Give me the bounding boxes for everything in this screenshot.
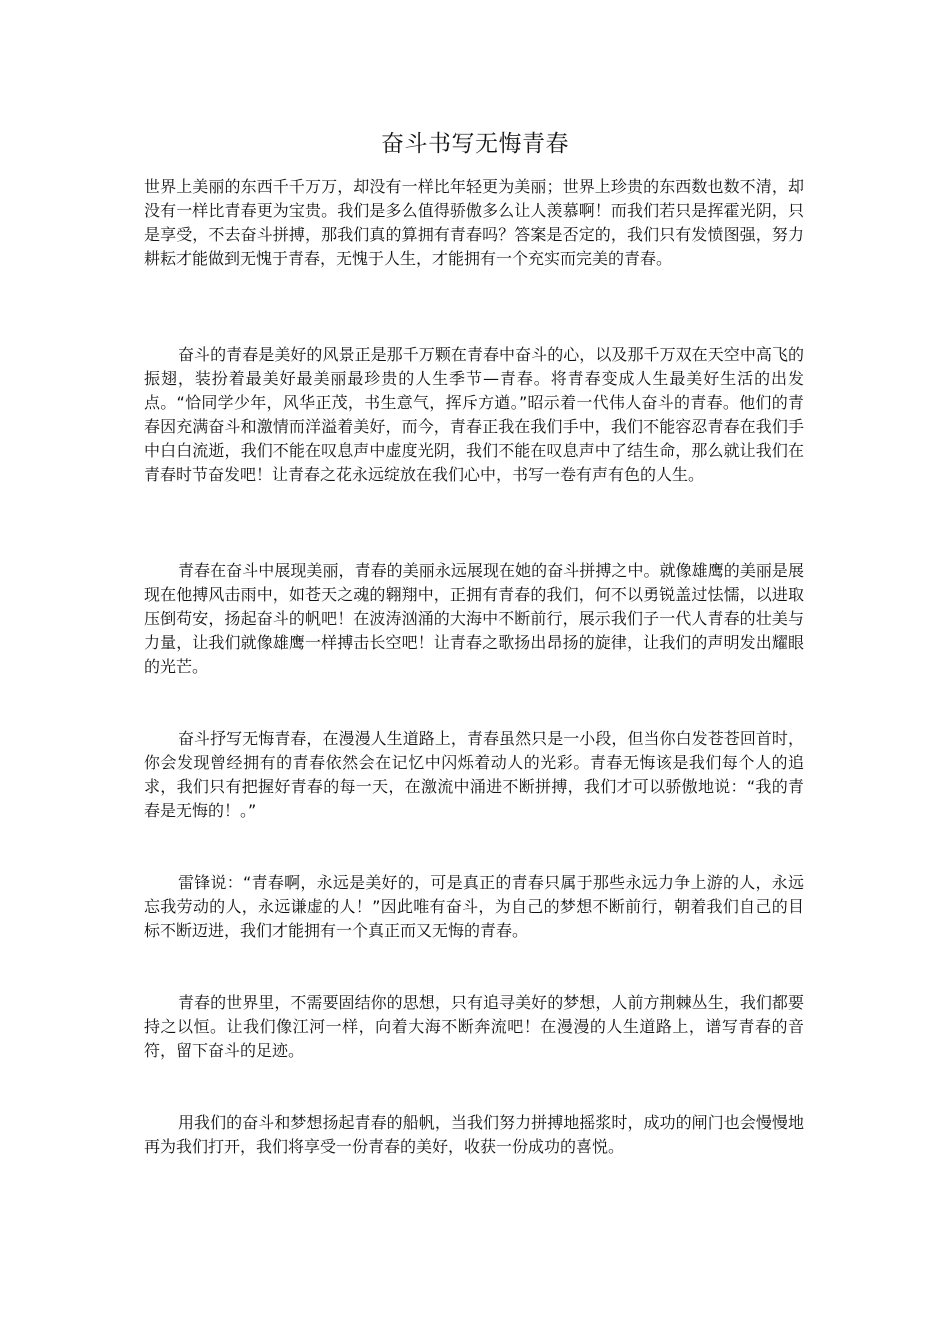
paragraph-7: 用我们的奋斗和梦想扬起青春的船帆，当我们努力拼搏地摇浆时，成功的闸门也会慢慢地再为我们打开，我们将享受一份青春的美好，收获一份成功的喜悦。 [144,1113,804,1156]
paragraph-3: 青春在奋斗中展现美丽，青春的美丽永远展现在她的奋斗拼搏之中。就像雄鹰的美丽是展现在他搏风击雨中，如苍天之魂的翱翔中，正拥有青春的我们，何不以勇锐盖过怯懦，以进取压倒苟安，扬起奋斗的帆吧！在波涛汹涌的大海中不断前行，展示我们子一代人青春的壮美与力量，让我们就像雄鹰一样搏击长空吧！让青春之歌扬出昂扬的旋律，让我们的声明发出耀眼的光芒。 [144,561,804,676]
paragraph-6: 青春的世界里，不需要固结你的思想，只有追寻美好的梦想，人前方荆棘丛生，我们都要持之以恒。让我们像江河一样，向着大海不断奔流吧！在漫漫的人生道路上，谱写青春的音符，留下奋斗的足迹。 [144,993,804,1060]
paragraph-intro: 世界上美丽的东西千千万万，却没有一样比年轻更为美丽；世界上珍贵的东西数也数不清，却没有一样比青春更为宝贵。我们是多么值得骄傲多么让人羡慕啊！而我们若只是挥霍光阴，只是享受，不去奋斗拼搏，那我们真的算拥有青春吗？答案是否定的，我们只有发愤图强，努力耕耘才能做到无愧于青春，无愧于人生，才能拥有一个充实而完美的青春。 [144,177,804,268]
document-title: 奋斗书写无悔青春 [381,131,569,157]
paragraph-4: 奋斗抒写无悔青春，在漫漫人生道路上，青春虽然只是一小段，但当你白发苍苍回首时，你会发现曾经拥有的青春依然会在记忆中闪烁着动人的光彩。青春无悔该是我们每个人的追求，我们只有把握好青春的每一天，在激流中涌进不断拼搏，我们才可以骄傲地说：“我的青春是无悔的！。” [144,729,804,820]
paragraph-2: 奋斗的青春是美好的风景正是那千万颗在青春中奋斗的心，以及那千万双在天空中高飞的振翅，装扮着最美好最美丽最珍贵的人生季节—青春。将青春变成人生最美好生活的出发点。“恰同学少年，风华正茂，书生意气，挥斥方遒。”昭示着一代伟人奋斗的青春。他们的青春因充满奋斗和激情而洋溢着美好，而今，青春正我在我们手中，我们不能容忍青春在我们手中白白流逝，我们不能在叹息声中虚度光阴，我们不能在叹息声中了结生命，那么就让我们在青春时节奋发吧！让青春之花永远绽放在我们心中，书写一卷有声有色的人生。 [144,345,804,484]
paragraph-5: 雷锋说：“青春啊，永远是美好的，可是真正的青春只属于那些永远力争上游的人，永远忘我劳动的人，永远谦虚的人！”因此唯有奋斗，为自己的梦想不断前行，朝着我们自己的目标不断迈进，我们才能拥有一个真正而又无悔的青春。 [144,873,804,940]
